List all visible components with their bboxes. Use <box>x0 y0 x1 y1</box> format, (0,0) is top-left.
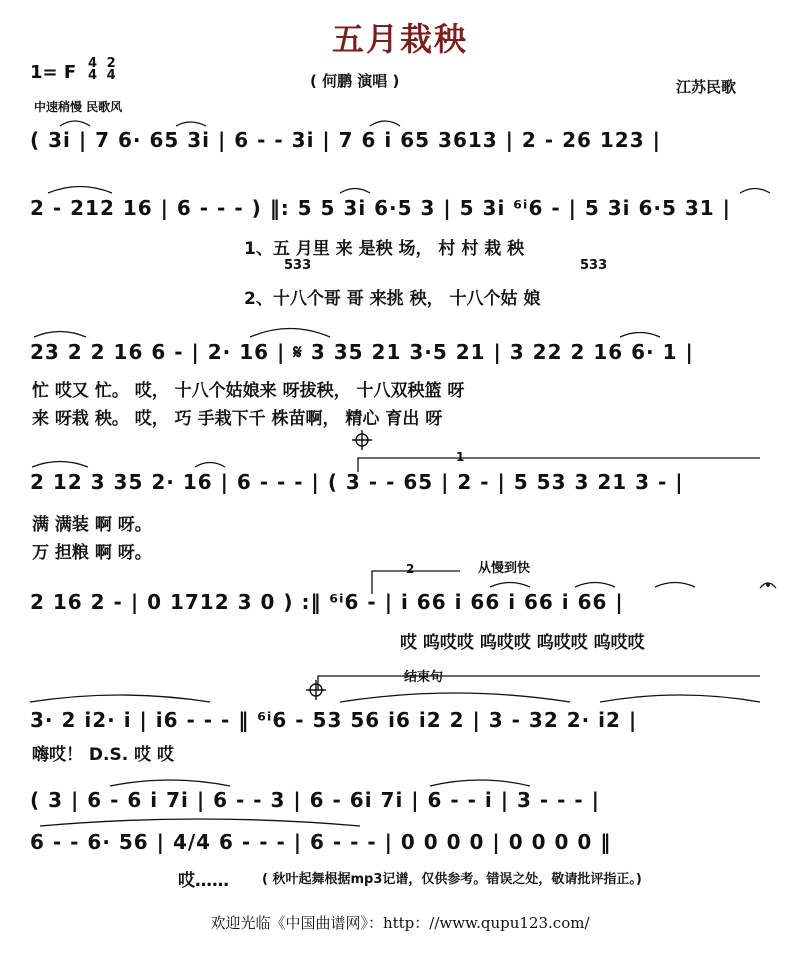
slur-mark <box>32 462 88 468</box>
slur-mark <box>740 189 770 194</box>
slur-mark <box>40 819 360 826</box>
singer-credit: ( 何鹏 演唱 ) <box>310 72 400 90</box>
system-3-lyric-1: 忙 哎又 忙。 哎， 十八个姑娘来 呀拔秧， 十八双秧篮 呀 <box>32 381 465 401</box>
coda-icon <box>306 430 372 700</box>
system-8-notes: 6 - - 6· 56 | 4/4 6 - - - | 6 - - - | 0 0 0 0 | 0 0 0 0 ‖ <box>30 830 612 854</box>
coda-section-label: 结束句 <box>404 670 444 685</box>
system-4-lyric-2: 万 担粮 啊 呀。 <box>32 543 152 563</box>
system-6-notes: 3· 2 i2· i | i6 - - - ‖ ⁶ⁱ6 - 53 56 i6 i2 2 | 3 - 32 2· i2 | <box>30 708 638 732</box>
system-8-lyric: 哎…… <box>178 871 229 891</box>
system-3-notes: 23 2 2 16 6 - | 2· 16 | 𝄋 3 35 21 3·5 21 | 3 22 2 16 6· 1 | <box>30 340 694 364</box>
volta-2-bracket <box>372 571 460 594</box>
system-4-notes: 2 12 3 35 2· 16 | 6 - - - | ( 3 - - 65 | 2 - | 5 53 3 21 3 - | <box>30 470 684 494</box>
key-label: 1= F <box>30 62 77 83</box>
slur-mark <box>340 189 370 194</box>
song-origin: 江苏民歌 <box>676 78 737 96</box>
system-1-notes: ( 3i | 7 6· 65 3i | 6 - - 3i | 7 6 i 65 3613 | 2 - 26 123 | <box>30 128 661 152</box>
system-2-lyric-1: 1、五 月里 来 是秧 场， 村 村 栽 秧 <box>244 239 525 259</box>
volta-1-bracket <box>358 458 760 472</box>
slur-mark <box>490 583 530 588</box>
system-2-lyric-2: 2、十八个哥 哥 来挑 秧， 十八个姑 娘 <box>244 289 541 309</box>
system-4-lyric-1: 满 满装 啊 呀。 <box>32 515 152 535</box>
slur-mark <box>430 780 530 786</box>
slur-mark <box>340 693 570 702</box>
tempo-change: 从慢到快 <box>478 561 531 576</box>
slur-mark <box>176 122 206 126</box>
slur-mark <box>575 583 615 588</box>
slur-mark <box>110 780 230 786</box>
slur-mark <box>655 583 695 588</box>
meter-2-4: 2 4 <box>106 56 116 83</box>
system-5-lyric: 哎 呜哎哎 呜哎哎 呜哎哎 呜哎哎 <box>400 633 645 653</box>
transcriber-note: ( 秋叶起舞根据mp3记谱，仅供参考。错误之处，敬请批评指正。) <box>262 872 642 887</box>
system-2-over-notes-1: 533 <box>284 258 312 273</box>
slur-mark <box>195 463 225 468</box>
system-6-lyric: 嗨哎！ D.S. 哎 哎 <box>32 745 175 765</box>
score-title: 五月栽秧 <box>331 20 468 58</box>
system-2-over-notes-2: 533 <box>580 258 608 273</box>
slur-mark <box>620 333 660 338</box>
system-3-lyric-2: 来 呀栽 秧。 哎， 巧 手栽下千 株苗啊， 精心 育出 呀 <box>32 409 443 429</box>
system-7-notes: ( 3 | 6 - 6 i 7i | 6 - - 3 | 6 - 6i 7i | 6 - - i | 3 - - - | <box>30 788 600 812</box>
slur-mark <box>48 187 112 194</box>
slur-mark <box>370 121 400 126</box>
site-footer: 欢迎光临《中国曲谱网》：http：//www.qupu123.com/ <box>210 914 590 932</box>
coda-bracket <box>318 676 760 690</box>
slur-mark <box>600 695 760 702</box>
system-2-notes: 2 - 212 16 | 6 - - - ) ‖: 5 5 3i 6·5 3 | 5 3i ⁶ⁱ6 - | 5 3i 6·5 31 | <box>30 196 731 220</box>
tempo-marking: 中速稍慢 民歌风 <box>34 100 123 114</box>
volta-2-label: 2 <box>406 562 415 576</box>
fermata-icon <box>760 583 776 588</box>
slur-mark <box>60 121 90 126</box>
slur-mark <box>30 695 210 702</box>
volta-1-label: 1 <box>456 450 465 464</box>
system-5-notes: 2 16 2 - | 0 1712 3 0 ) :‖ ⁶ⁱ6 - | i 66 i 66 i 66 i 66 | <box>30 590 624 614</box>
slur-mark <box>250 329 330 338</box>
slur-mark <box>34 332 86 338</box>
meter-4-4: 4 4 <box>88 56 98 83</box>
